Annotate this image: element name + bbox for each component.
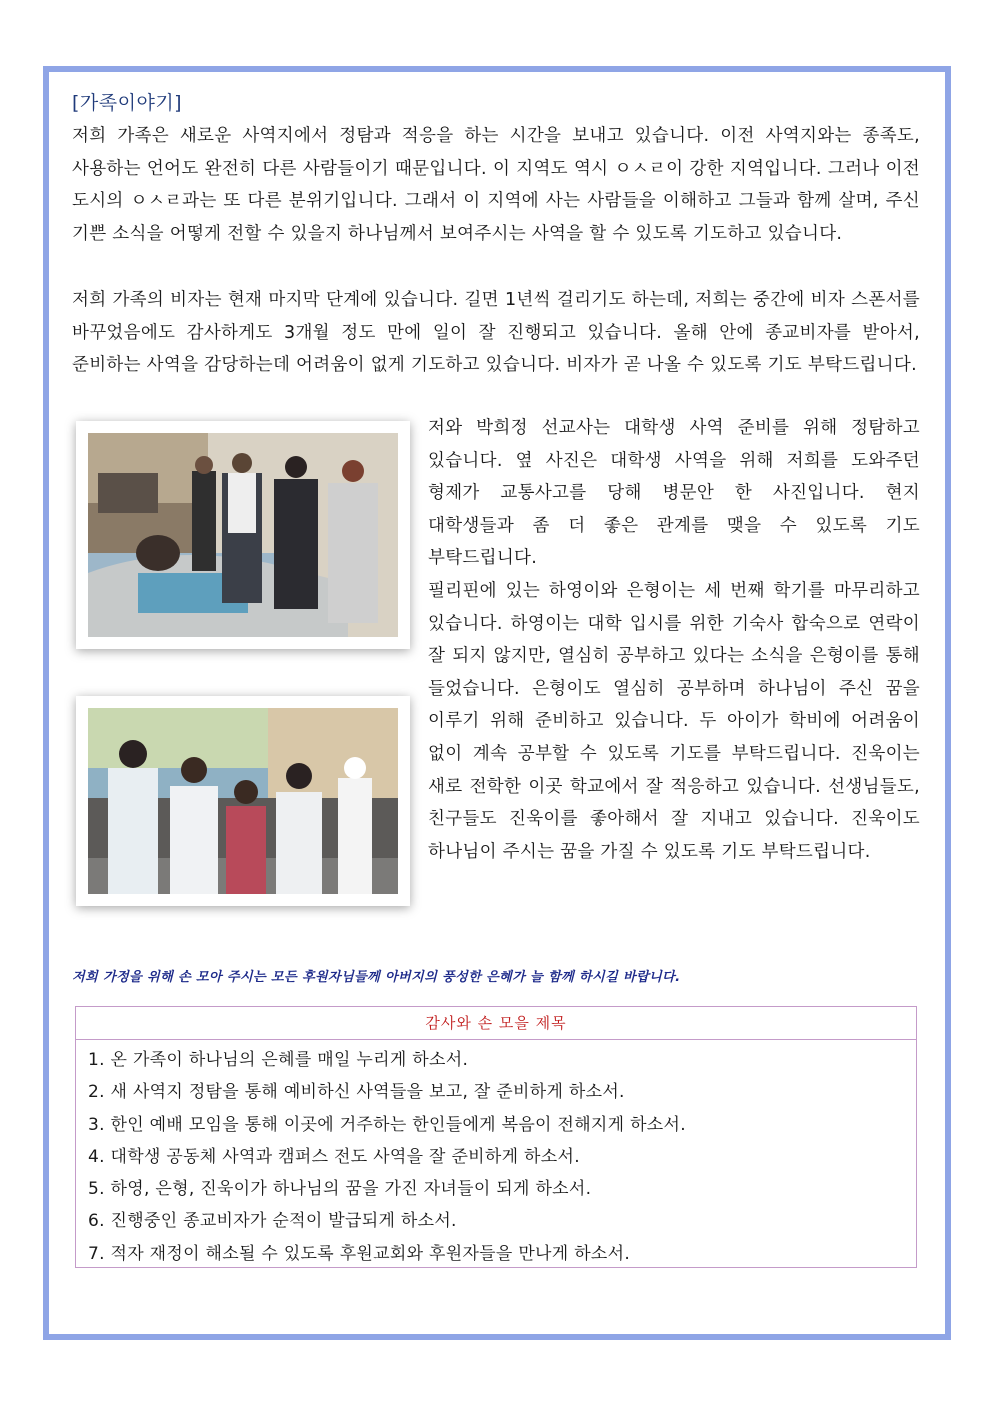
hospital-visit-photo xyxy=(76,421,410,649)
blessing-message: 저희 가정을 위해 손 모아 주시는 모든 후원자님들께 아버지의 풍성한 은혜가 늘 함께 하시길 바랍니다. xyxy=(72,970,681,985)
prayer-title: 감사와 손 모을 제목 xyxy=(76,1007,916,1040)
prayer-box xyxy=(75,1006,917,1268)
prayer-item: 3. 한인 예배 모임을 통해 이곳에 거주하는 한인들에게 복음이 전해지게 하소서. xyxy=(88,1114,686,1135)
school-children-image xyxy=(88,708,398,894)
paragraph-children: 필리핀에 있는 하영이와 은형이는 세 번째 학기를 마무리하고 있습니다. 하영이는 대학 입시를 위한 기숙사 합숙으로 연락이 잘 되지 않지만, 열심히 공부하고 있다는 소식을 은형이를 통해 들었습니다. 은형이도 열심히 공부하며 하나님이 주신 꿈을 이루기 위해 준비하고 있습니다. 두 아이가 학비에 어려움이 없이 계속 공부할 수 있도록 기도를 부탁드립니다. 진욱이는 새로 전학한 이곳 학교에서 잘 적응하고 있습니다. 선생님들도, 친구들도 진욱이를 좋아해서 잘 지내고 있습니다. 진욱이도 하나님이 주시는 꿈을 가질 수 있도록 기도 부탁드립니다. xyxy=(428,580,920,862)
hospital-visit-image xyxy=(88,433,398,637)
prayer-list xyxy=(76,1040,916,1270)
family-paragraph-visa: 저희 가족의 비자는 현재 마지막 단계에 있습니다. 길면 1년씩 걸리기도 하는데, 저희는 중간에 비자 스폰서를 바꾸었음에도 감사하게도 3개월 정도 만에 일이 잘 진행되고 있습니다. 올해 안에 종교비자를 받아서, 준비하는 사역을 감당하는데 어려움이 없게 기도하고 있습니다. 비자가 곧 나올 수 있도록 기도 부탁드립니다. xyxy=(72,290,920,376)
school-children-photo xyxy=(76,696,410,906)
prayer-item: 1. 온 가족이 하나님의 은혜를 매일 누리게 하소서. xyxy=(88,1050,469,1070)
section-heading: [가족이야기] xyxy=(72,92,183,114)
prayer-item: 5. 하영, 은형, 진욱이가 하나님의 꿈을 가진 자녀들이 되게 하소서. xyxy=(88,1179,592,1200)
family-paragraph-ministry: 저희 가족은 새로운 사역지에서 정탐과 적응을 하는 시간을 보내고 있습니다. 이전 사역지와는 종족도, 사용하는 언어도 완전히 다른 사람들이기 때문입니다. 이 지역도 역시 ㅇㅅㄹ이 강한 지역입니다. 그러나 이전 도시의 ㅇㅅㄹ과는 또 다른 분위기입니다. 그래서 이 지역에 사는 사람들을 이해하고 그들과 함께 살며, 주신 기쁜 소식을 어떻게 전할 수 있을지 하나님께서 보여주시는 사역을 할 수 있도록 기도하고 있습니다. xyxy=(72,126,920,244)
prayer-item: 7. 적자 재정이 해소될 수 있도록 후원교회와 후원자들을 만나게 하소서. xyxy=(88,1243,631,1264)
prayer-item: 6. 진행중인 종교비자가 순적이 발급되게 하소서. xyxy=(88,1211,457,1232)
prayer-item: 4. 대학생 공동체 사역과 캠퍼스 전도 사역을 잘 준비하게 하소서. xyxy=(88,1146,580,1167)
family-paragraph-right-column xyxy=(428,412,920,868)
paragraph-university-ministry: 저와 박희정 선교사는 대학생 사역 준비를 위해 정탐하고 있습니다. 옆 사진은 대학생 사역을 위해 저희를 도와주던 형제가 교통사고를 당해 병문안 한 사진입니다. 현지 대학생들과 좀 더 좋은 관계를 맺을 수 있도록 기도 부탁드립니다. xyxy=(428,418,920,569)
prayer-item: 2. 새 사역지 정탐을 통해 예비하신 사역들을 보고, 잘 준비하게 하소서. xyxy=(88,1082,625,1103)
